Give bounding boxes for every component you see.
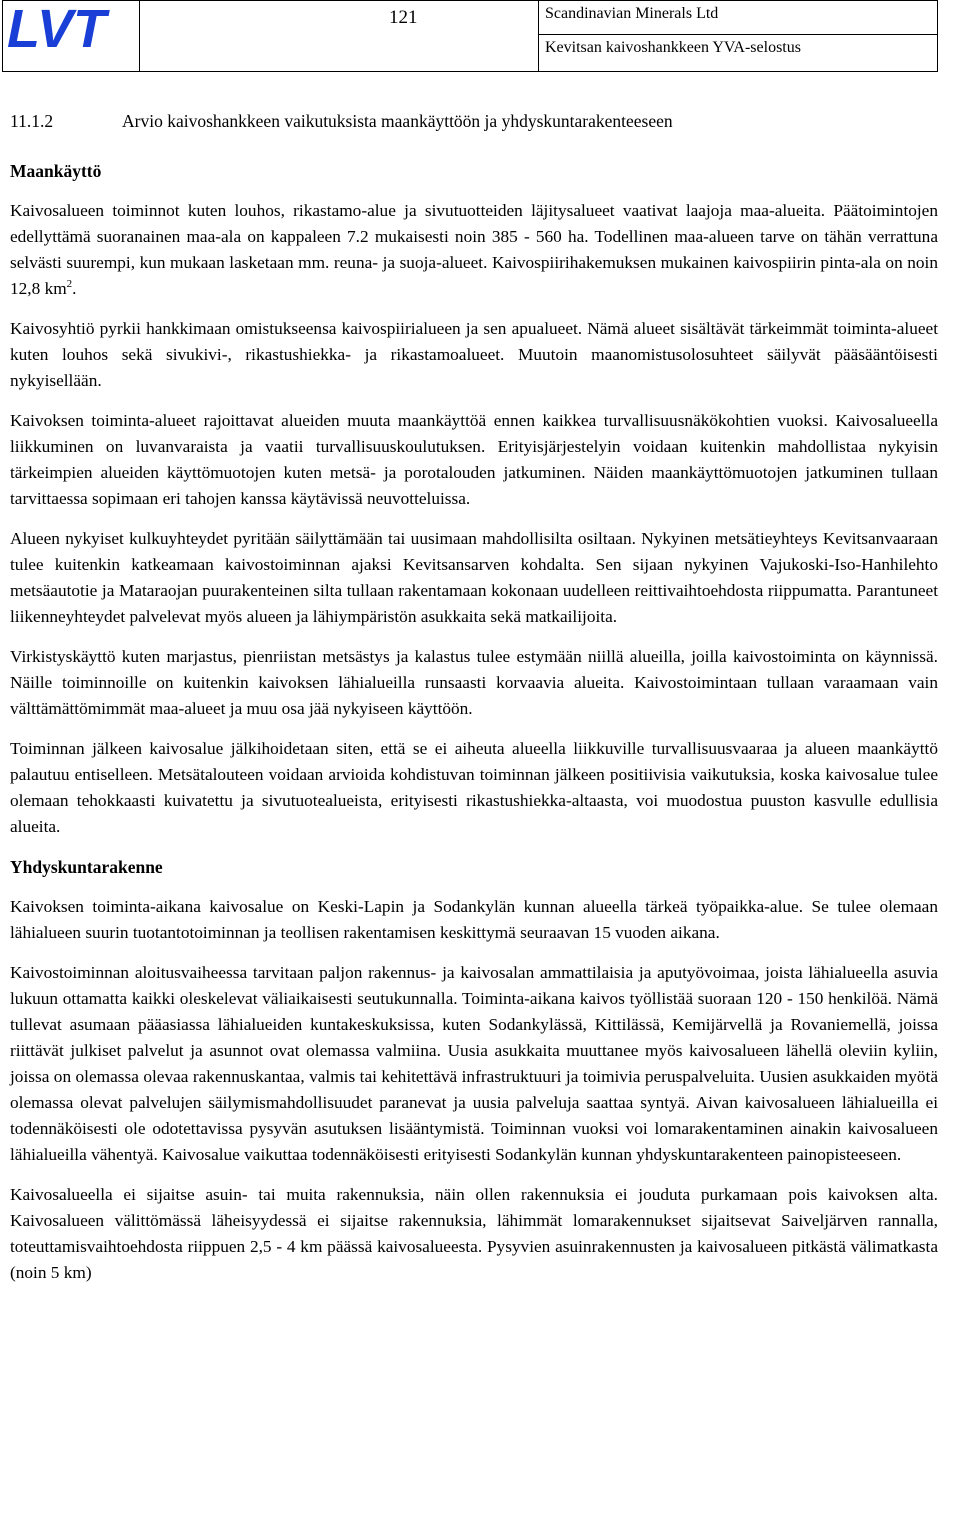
header-divider — [539, 34, 937, 35]
heading-yhdyskuntarakenne: Yhdyskuntarakenne — [10, 857, 163, 877]
logo-cell — [3, 1, 140, 71]
page-number: 121 — [389, 7, 418, 28]
paragraph: Toiminnan jälkeen kaivosalue jälkihoidetaan siten, että se ei aiheuta alueella liikkuville turvallisuusvaaraa ja alueen maankäyttö palautuu entiselleen. Metsätalouteen voidaan arvioida kohdistuvan toiminnan jälkeen positiivisia vaikutuksia, koska kaivosalue tulee olemaan tehokkaasti kuivatettu ja sivutuotealueista, erityisesti rikastushiekka-altaasta, voi muodostua puuston kasvulle edullisia alueita. — [10, 739, 938, 836]
paragraph: Kaivosalueen toiminnot kuten louhos, rikastamo-alue ja sivutuotteiden läjitysalueet vaativat laajoja maa-alueita. Päätoimintojen edellyttämä suoranainen maa-ala on kappaleen 7.2 mukaisesti noin 385 - 560 ha. Todellinen maa-alueen tarve on tähän verrattuna selvästi suurempi, kun mukaan lasketaan mm. reuna- ja suoja-alueet. Kaivospiirihakemuksen mukainen kaivospiirin pinta-ala on noin 12,8 $km^2$. — [10, 201, 938, 298]
logo-text: LVT — [7, 3, 107, 53]
paragraph: Virkistyskäyttö kuten marjastus, pienriistan metsästys ja kalastus tulee estymään niillä alueilla, joilla kaivostoiminta on käynnissä. Näille toiminnoille on kuitenkin kaivoksen lähialueilla runsaasti korvaavia alueita. Kaivostoimintaan tullaan varaamaan vain välttämättömimmät maa-alueet ja muu osa jää nykyiseen käyttöön. — [10, 647, 938, 718]
page-header — [2, 0, 938, 72]
paragraph: Kaivosalueella ei sijaitse asuin- tai muita rakennuksia, näin ollen rakennuksia ei jouduta purkamaan pois kaivoksen alta. Kaivosalueen välittömässä läheisyydessä ei sijaitse rakennuksia, lähimmät lomarakennukset sijaitsevat Saiveljärven rannalla, toteuttamisvaihtoehdosta riippuen 2,5 - 4 km päässä kaivosalueesta. Pysyvien asuinrakennusten ja kaivosalueen pitkästä välimatkasta (noin 5 km) — [10, 1185, 938, 1282]
section-title: Arvio kaivoshankkeen vaikutuksista maankäyttöön ja yhdyskuntarakenteeseen — [122, 111, 673, 131]
paragraph: Kaivosyhtiö pyrkii hankkimaan omistukseensa kaivospiirialueen ja sen apualueet. Nämä alueet sisältävät tärkeimmät toiminta-alueet kuten louhos sekä sivukivi-, rikastushiekka- ja rikastamoalueet. Muutoin maanomistusolosuhteet säilyvät pääsääntöisesti nykyisellään. — [10, 319, 938, 390]
paragraph: Kaivoksen toiminta-alueet rajoittavat alueiden muuta maankäyttöä ennen kaikkea turvallisuusnäkökohtien vuoksi. Kaivosalueella liikkuminen on luvanvaraista ja vaatii turvallisuuskoulutuksen. Erityisjärjestelyin voidaan kuitenkin mahdollistaa nykyisin tärkeimpien alueiden käyttömuotojen kuten metsä- ja porotalouden jatkuminen. Näiden maankäyttömuotojen jatkuminen tullaan tarvittaessa sopimaan eri tahojen kanssa käytävissä neuvotteluissa. — [10, 411, 938, 508]
company-name: Scandinavian Minerals Ltd — [545, 5, 719, 22]
paragraph: Alueen nykyiset kulkuyhteydet pyritään säilyttämään tai uusimaan mahdollisilta osiltaan. Nykyinen metsätieyhteys Kevitsanvaaraan tulee kuitenkin katkeamaan kaivostoiminnan ajaksi Kevitsansarven kohdalta. Sen sijaan nykyinen Vajukoski-Iso-Hanhilehto metsäautotie ja Mataraojan puurakenteinen silta tullaan rakentamaan kokonaan uudelleen reittivaihtoehdosta riippumatta. Parantuneet liikenneyhteydet palvelevat myös alueen ja lähiympäristön asukkaita sekä matkailijoita. — [10, 529, 938, 626]
paragraph: Kaivostoiminnan aloitusvaiheessa tarvitaan paljon rakennus- ja kaivosalan ammattilaisia ja aputyövoimaa, joista lähialueella asuvia lukuun ottamatta kaikki oleskelevat väliaikaisesti seutukunnalla. Toiminta-aikana kaivos työllistää suoraan 120 - 150 henkilöä. Nämä tullevat asumaan pääasiassa lähialueiden kuntakeskuksissa, kuten Sodankylässä, Kittilässä, Kemijärvellä ja Rovaniemellä, joissa riittävät julkiset palvelut ja asunnot ovat olemassa valmiina. Uusia asukkaita muuttanee myös kaivosalueen lähellä oleviin kyliin, joissa on olemassa olevaa rakennuskantaa, valmis tai kehitettävä infrastruktuuri ja toimivia peruspalveluita. Uusien asukkaiden myötä olemassa olevat palvelujen säilymismahdollisuudet paranevat ja uusia palveluja saattaa syntyä. Aivan kaivosalueen lähialueilla ei todennäköisesti ole odotettavissa pysyvän asutuksen lisääntymistä. Toiminnan vuoksi voi lomarakentaminen ainakin kaivosalueen lähialueilla vähentyä. Kaivosalue vaikuttaa todennäköisesti erityisesti Sodankylän kunnan yhdyskuntarakenteen painopisteeseen. — [10, 963, 938, 1164]
project-name: Kevitsan kaivoshankkeen YVA-selostus — [545, 39, 801, 56]
section-number: 11.1.2 — [10, 111, 54, 131]
page-number-cell — [139, 1, 539, 71]
document-body — [10, 108, 938, 1300]
lvt-logo — [7, 3, 135, 53]
paragraph: Kaivoksen toiminta-aikana kaivosalue on Keski-Lapin ja Sodankylän kunnan alueella tärkeä työpaikka-alue. Se tulee olemaan lähialueen suurin tuotantotoiminnan ja teollisen rakentamisen keskittymä seuraavan 15 vuoden aikana. — [10, 897, 938, 942]
section-heading — [10, 108, 938, 134]
heading-maankaytto: Maankäyttö — [10, 161, 102, 181]
